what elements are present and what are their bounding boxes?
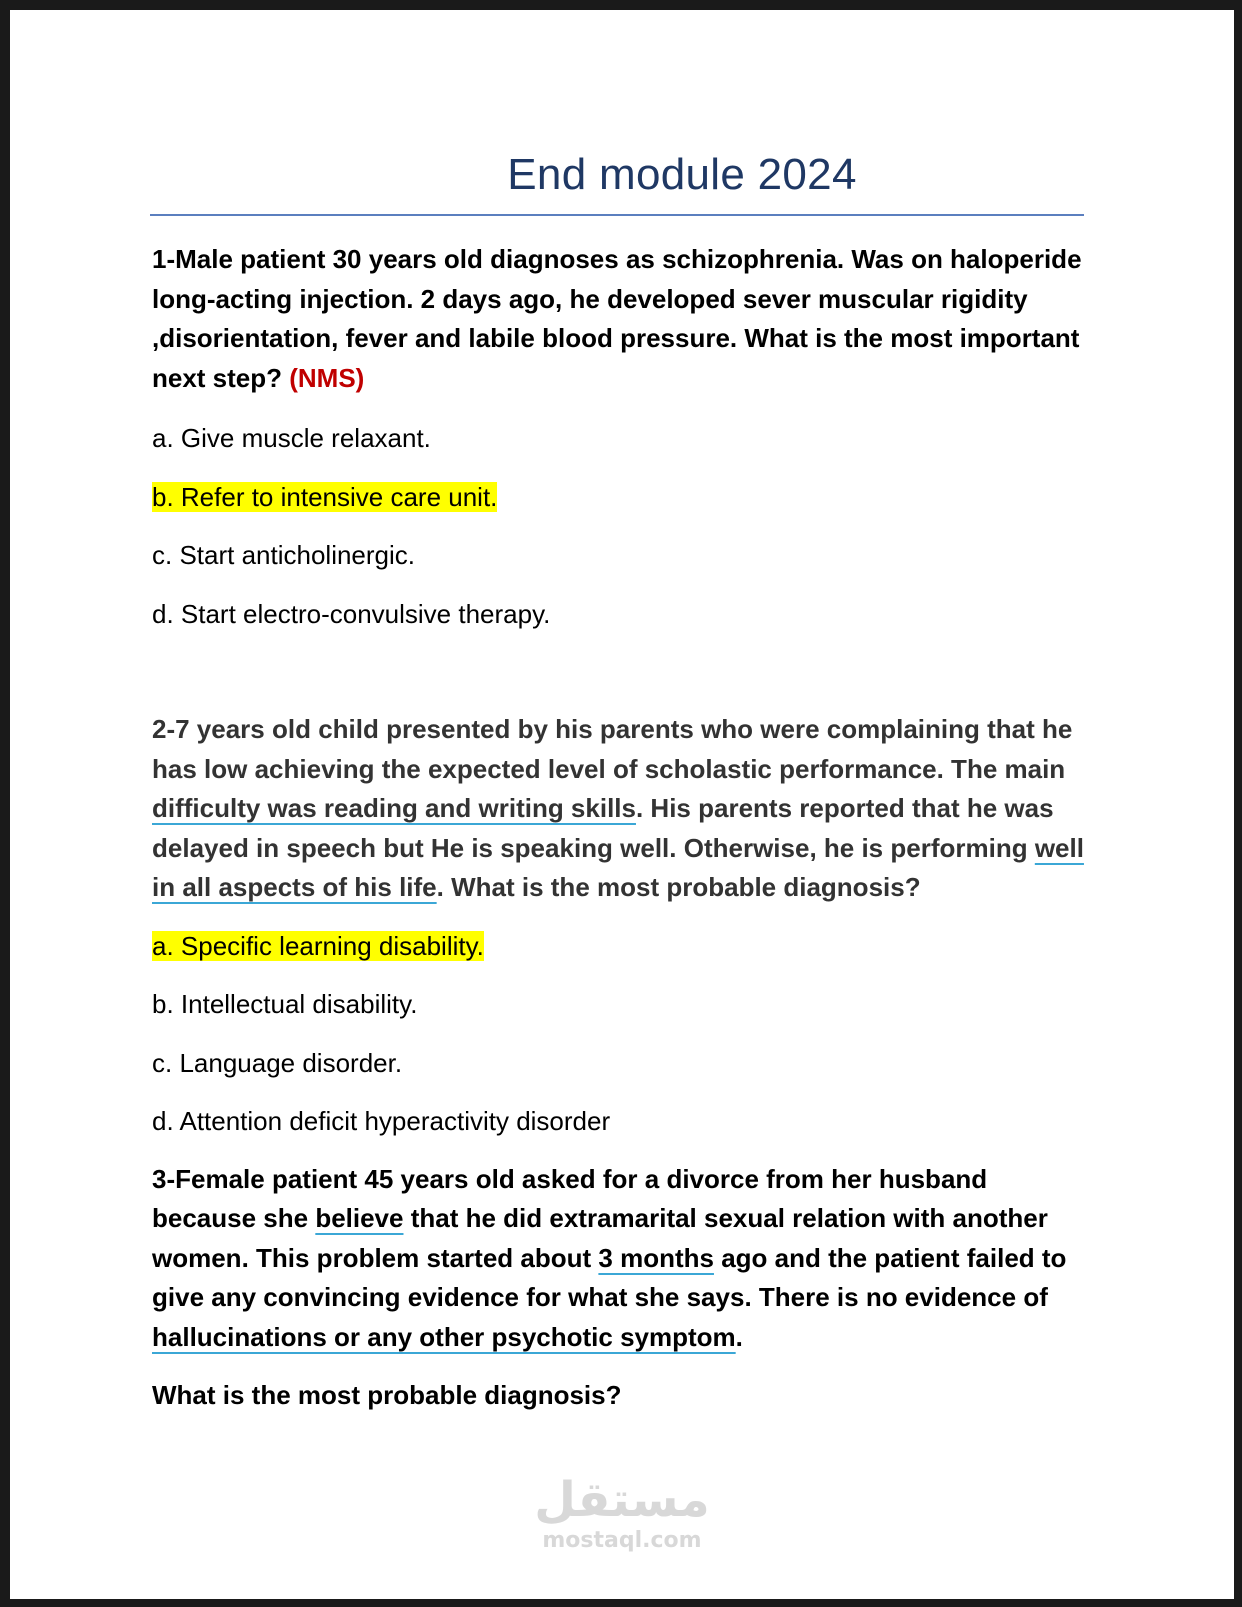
question-3-underline-1: believe: [315, 1203, 404, 1233]
watermark: [10, 1472, 1234, 1554]
question-3-underline-3: hallucinations or any other psychotic symptom: [152, 1321, 736, 1352]
question-3-stem: [152, 1160, 1092, 1358]
question-1-option-b: [152, 478, 1092, 518]
document-body: [152, 240, 1092, 1416]
question-1-option-d: d. Start electro-convulsive therapy.: [152, 598, 551, 629]
question-2-option-b: b. Intellectual disability.: [152, 989, 418, 1019]
question-1-answer-highlight: b. Refer to intensive care unit.: [152, 481, 498, 512]
question-2-option-c: c. Language disorder.: [152, 1047, 403, 1078]
question-3-text-3: ago and the patient failed to give any convincing evidence for what she says. There is no evidence of: [152, 1242, 1067, 1312]
question-1-option-c: c. Start anticholinergic.: [152, 540, 416, 570]
question-2-stem: [152, 710, 1092, 908]
question-3-question: What is the most probable diagnosis?: [152, 1380, 622, 1410]
question-3-text-4: .: [735, 1321, 743, 1352]
question-2-option-d: d. Attention deficit hyperactivity disorder: [152, 1106, 611, 1136]
title-divider: [150, 214, 1084, 216]
question-2-text-3: . What is the most probable diagnosis?: [436, 872, 921, 902]
question-2-text-1: 2-7 years old child presented by his parents who were complaining that he has low achieving the expected level of scholastic performance. The main: [152, 714, 1073, 784]
question-3-underline-2: 3 months: [598, 1242, 714, 1273]
question-3-text-2: that he did extramarital sexual relation with another women. This problem started about: [152, 1203, 1048, 1273]
page-title: End module 2024: [507, 150, 857, 199]
question-1-stem: [152, 240, 1092, 398]
watermark-logo-latin: mostaql.com: [542, 1528, 702, 1553]
question-2-answer-highlight: a. Specific learning disability.: [152, 930, 484, 961]
question-2-underline-1: difficulty was reading and writing skills: [152, 793, 636, 823]
question-1-option-a: a. Give muscle relaxant.: [152, 423, 431, 453]
question-2-underline-2: well in all aspects of his life: [152, 832, 1084, 902]
document-page: [10, 10, 1234, 1599]
question-2-text-2: . His parents reported that he was delayed in speech but He is speaking well. Otherwise, he is performing: [152, 793, 1054, 863]
watermark-logo-arabic: مستقل: [534, 1472, 710, 1528]
question-1-note: (NMS): [289, 362, 365, 393]
question-1-text: 1-Male patient 30 years old diagnoses as schizophrenia. Was on haloperide long-acting injection. 2 days ago, he developed sever muscular rigidity ,disorientation, fever and labile blood pressure. What is the most important next step?: [152, 244, 1082, 393]
question-2-option-a: [152, 927, 1092, 967]
question-3-text-1: 3-Female patient 45 years old asked for a divorce from her husband because she: [152, 1163, 988, 1233]
